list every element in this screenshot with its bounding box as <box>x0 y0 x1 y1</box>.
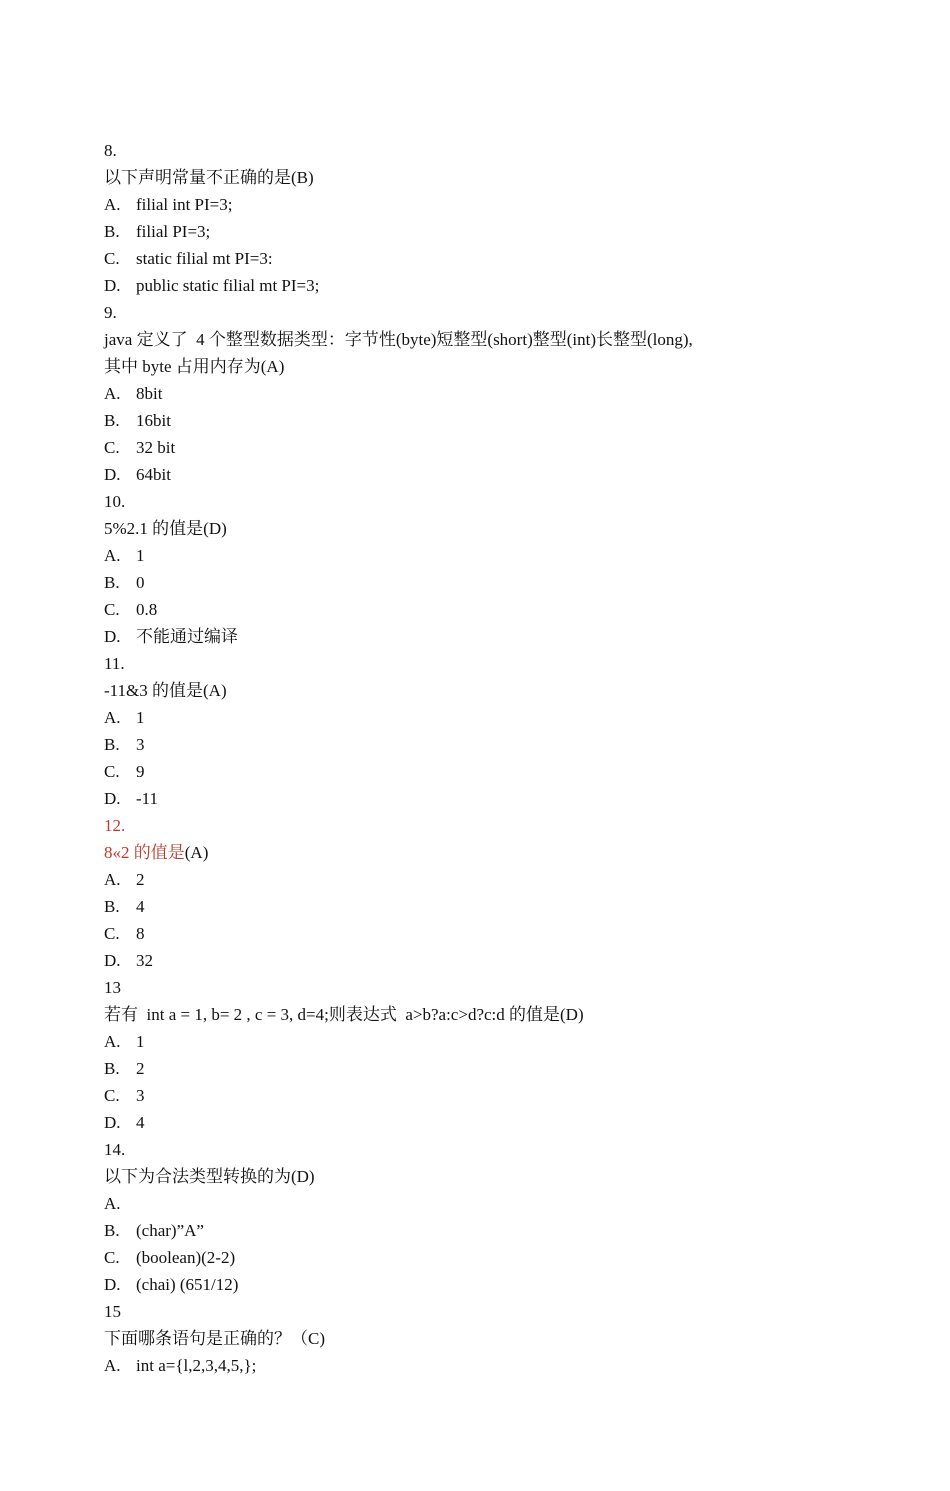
option-text: 8bit <box>136 384 163 403</box>
option-letter: A. <box>104 1194 121 1213</box>
option-b <box>104 569 844 596</box>
option-text: int a={l,2,3,4,5,}; <box>136 1356 257 1375</box>
option-c <box>104 596 844 623</box>
option-text: (char)”A” <box>136 1221 204 1240</box>
option-text: 8 <box>136 924 145 943</box>
question-number: 10. <box>104 492 126 511</box>
option-letter: C. <box>104 438 120 457</box>
option-letter: A. <box>104 1032 121 1051</box>
option-a <box>104 1352 844 1379</box>
option-letter: D. <box>104 1275 121 1294</box>
option-letter: B. <box>104 1059 120 1078</box>
option-letter: C. <box>104 1086 120 1105</box>
question-number: 12. <box>104 816 126 835</box>
question-number: 15 <box>104 1302 121 1321</box>
option-letter: C. <box>104 249 120 268</box>
question-number: 8. <box>104 141 117 160</box>
option-d <box>104 623 844 650</box>
option-text: 不能通过编译 <box>136 627 238 646</box>
option-text: 32 <box>136 951 153 970</box>
option-text: 64bit <box>136 465 171 484</box>
question-stem: -11&3 的值是(A) <box>104 681 227 700</box>
option-a <box>104 866 844 893</box>
option-text: filial PI=3; <box>136 222 211 241</box>
option-text: 32 bit <box>136 438 176 457</box>
option-text: 4 <box>136 1113 145 1132</box>
option-letter: D. <box>104 1113 121 1132</box>
option-b <box>104 407 844 434</box>
option-text: (boolean)(2-2) <box>136 1248 236 1267</box>
option-d <box>104 785 844 812</box>
question-stem: 下面哪条语句是正确的？（C) <box>104 1329 325 1348</box>
option-letter: D. <box>104 276 121 295</box>
question-number: 9. <box>104 303 117 322</box>
option-text: (chai) (651/12) <box>136 1275 239 1294</box>
option-text: 2 <box>136 1059 145 1078</box>
option-letter: B. <box>104 735 120 754</box>
option-text: static filial mt PI=3: <box>136 249 273 268</box>
option-text: 16bit <box>136 411 171 430</box>
option-a <box>104 1028 844 1055</box>
option-text: filial int PI=3; <box>136 195 233 214</box>
option-c <box>104 758 844 785</box>
option-letter: A. <box>104 195 121 214</box>
option-a <box>104 1190 844 1217</box>
option-c <box>104 245 844 272</box>
question-number: 11. <box>104 654 125 673</box>
option-d <box>104 1109 844 1136</box>
highlighted-stem: 8«2 的值是 <box>104 843 185 862</box>
option-letter: D. <box>104 789 121 808</box>
option-letter: B. <box>104 897 120 916</box>
option-c <box>104 1244 844 1271</box>
option-text: public static filial mt PI=3; <box>136 276 320 295</box>
option-d <box>104 947 844 974</box>
option-letter: C. <box>104 1248 120 1267</box>
option-c <box>104 1082 844 1109</box>
document-page <box>104 137 844 1379</box>
option-letter: A. <box>104 546 121 565</box>
option-b <box>104 218 844 245</box>
option-text: 1 <box>136 1032 145 1051</box>
question-stem: 以下声明常量不正确的是(B) <box>104 168 314 187</box>
option-letter: D. <box>104 627 121 646</box>
question-stem: 以下为合法类型转换的为(D) <box>104 1167 315 1186</box>
option-d <box>104 272 844 299</box>
option-letter: D. <box>104 465 121 484</box>
option-a <box>104 191 844 218</box>
option-text: 1 <box>136 708 145 727</box>
question-number: 14. <box>104 1140 126 1159</box>
question-stem-continued: 其中 byte 占用内存为(A) <box>104 357 285 376</box>
question-number: 13 <box>104 978 121 997</box>
option-letter: B. <box>104 222 120 241</box>
option-letter: C. <box>104 762 120 781</box>
option-b <box>104 893 844 920</box>
option-letter: B. <box>104 411 120 430</box>
option-text: 3 <box>136 735 145 754</box>
option-text: 4 <box>136 897 145 916</box>
option-text: 3 <box>136 1086 145 1105</box>
question-stem <box>104 839 844 866</box>
option-text: 1 <box>136 546 145 565</box>
question-stem: 若有 int a = 1, b= 2 , c = 3, d=4;则表达式 a>b?a:c>d?c:d 的值是(D) <box>104 1005 584 1024</box>
answer-key: (A) <box>184 843 209 862</box>
option-b <box>104 731 844 758</box>
option-b <box>104 1055 844 1082</box>
option-text: 0.8 <box>136 600 158 619</box>
question-stem: 5%2.1 的值是(D) <box>104 519 227 538</box>
option-text: 0 <box>136 573 145 592</box>
option-letter: D. <box>104 951 121 970</box>
option-text: 9 <box>136 762 145 781</box>
question-stem: java 定义了 4 个整型数据类型：字节性(byte)短整型(short)整型(int)长整型(long), <box>104 330 693 349</box>
option-letter: C. <box>104 924 120 943</box>
option-d <box>104 1271 844 1298</box>
option-a <box>104 542 844 569</box>
option-text: -11 <box>136 789 159 808</box>
option-letter: C. <box>104 600 120 619</box>
option-letter: B. <box>104 1221 120 1240</box>
option-c <box>104 920 844 947</box>
option-letter: A. <box>104 870 121 889</box>
option-letter: A. <box>104 384 121 403</box>
option-b <box>104 1217 844 1244</box>
option-text: 2 <box>136 870 145 889</box>
option-a <box>104 380 844 407</box>
option-letter: A. <box>104 1356 121 1375</box>
option-a <box>104 704 844 731</box>
option-d <box>104 461 844 488</box>
option-letter: B. <box>104 573 120 592</box>
option-c <box>104 434 844 461</box>
option-letter: A. <box>104 708 121 727</box>
